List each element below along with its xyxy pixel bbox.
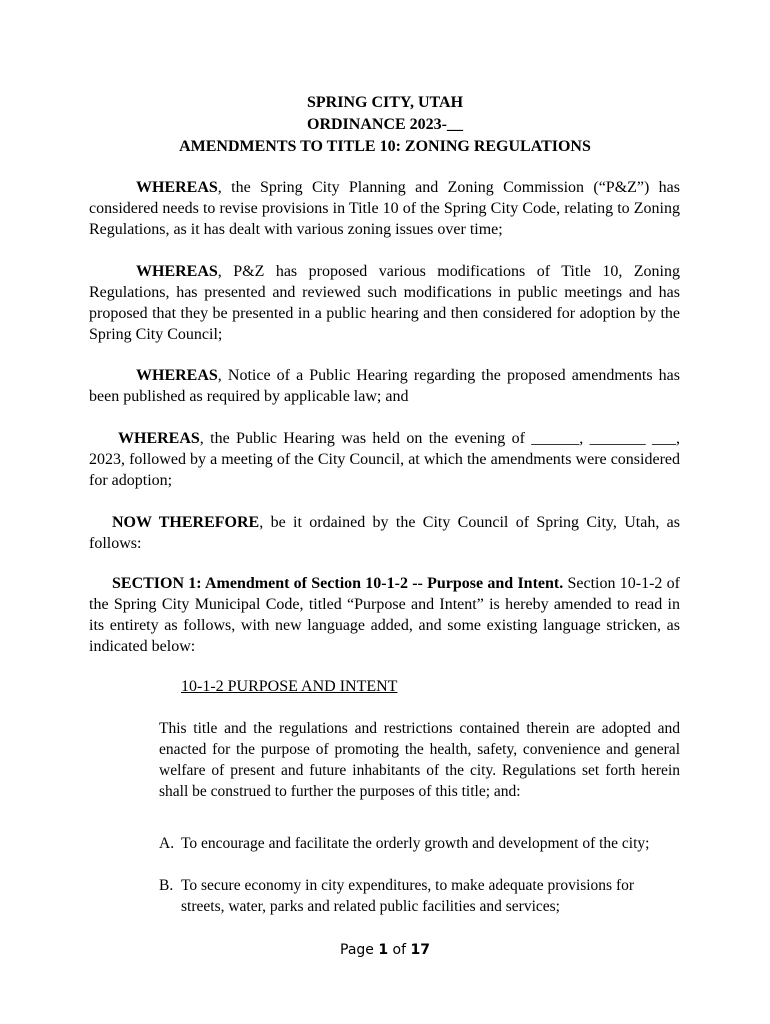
- paragraph-lead: NOW THEREFORE: [112, 514, 260, 531]
- paragraph-text: Section 10-1-2 of the Spring City Municipal Code, titled “Purpose and Intent” is hereby amended to read in its entirety as follows, with new language added, and some existing language stricken, as indicated below:: [89, 575, 680, 655]
- purpose-text: This title and the regulations and restrictions contained therein are adopted and enacted for the purpose of promoting the health, safety, convenience and general welfare of present and future inhabitants of the city. Regulations set forth herein shall be construed to further the purposes of this title; and:: [159, 720, 680, 800]
- list-item-b: [159, 875, 680, 917]
- total-pages: 17: [410, 942, 430, 958]
- header-ordinance: ORDINANCE 2023-__: [307, 116, 463, 133]
- current-page: 1: [378, 942, 389, 958]
- paragraph-lead: SECTION 1: Amendment of Section 10-1-2 -- Purpose and Intent.: [112, 575, 564, 592]
- paragraph-text: , the Spring City Planning and Zoning Commission (“P&Z”) has considered needs to revise provisions in Title 10 of the Spring City Code, relating to Zoning Regulations, as it has dealt with various zoning issues over time;: [89, 179, 680, 238]
- list-item-a: [159, 833, 680, 854]
- section-1-paragraph: [89, 573, 680, 657]
- paragraph-lead: WHEREAS: [136, 179, 218, 196]
- paragraph-lead: WHEREAS: [136, 263, 218, 280]
- header-title: AMENDMENTS TO TITLE 10: ZONING REGULATIONS: [179, 138, 591, 155]
- whereas-paragraph-3: [89, 365, 680, 407]
- paragraph-lead: WHEREAS: [118, 430, 200, 447]
- section-subheading: 10-1-2 PURPOSE AND INTENT: [181, 678, 398, 695]
- paragraph-text: , Notice of a Public Hearing regarding the proposed amendments has been published as required by applicable law; and: [89, 367, 680, 405]
- list-marker: B.: [159, 877, 174, 894]
- page-of: of: [388, 942, 411, 958]
- paragraph-text: , P&Z has proposed various modifications of Title 10, Zoning Regulations, has presented and reviewed such modifications in public meetings and has proposed that they be presented in a public hearing and then considered for adoption by the Spring City Council;: [89, 263, 680, 343]
- document-header: [0, 92, 770, 158]
- paragraph-text: , the Public Hearing was held on the evening of ______, _______ ___, 2023, followed by a meeting of the City Council, at which the amendments were considered for adoption;: [89, 430, 680, 489]
- paragraph-text: , be it ordained by the City Council of Spring City, Utah, as follows:: [89, 514, 680, 552]
- whereas-paragraph-4: [89, 428, 680, 491]
- list-text: To encourage and facilitate the orderly growth and development of the city;: [181, 835, 650, 852]
- whereas-paragraph-2: [89, 261, 680, 345]
- page-prefix: Page: [340, 942, 379, 958]
- list-marker: A.: [159, 835, 175, 852]
- page-number: [0, 942, 770, 958]
- paragraph-lead: WHEREAS: [136, 367, 218, 384]
- now-therefore-paragraph: [89, 512, 680, 554]
- header-city: SPRING CITY, UTAH: [306, 94, 464, 111]
- list-text: To secure economy in city expenditures, to make adequate provisions for streets, water, parks and related public facilities and services;: [181, 877, 635, 915]
- whereas-paragraph-1: [89, 177, 680, 240]
